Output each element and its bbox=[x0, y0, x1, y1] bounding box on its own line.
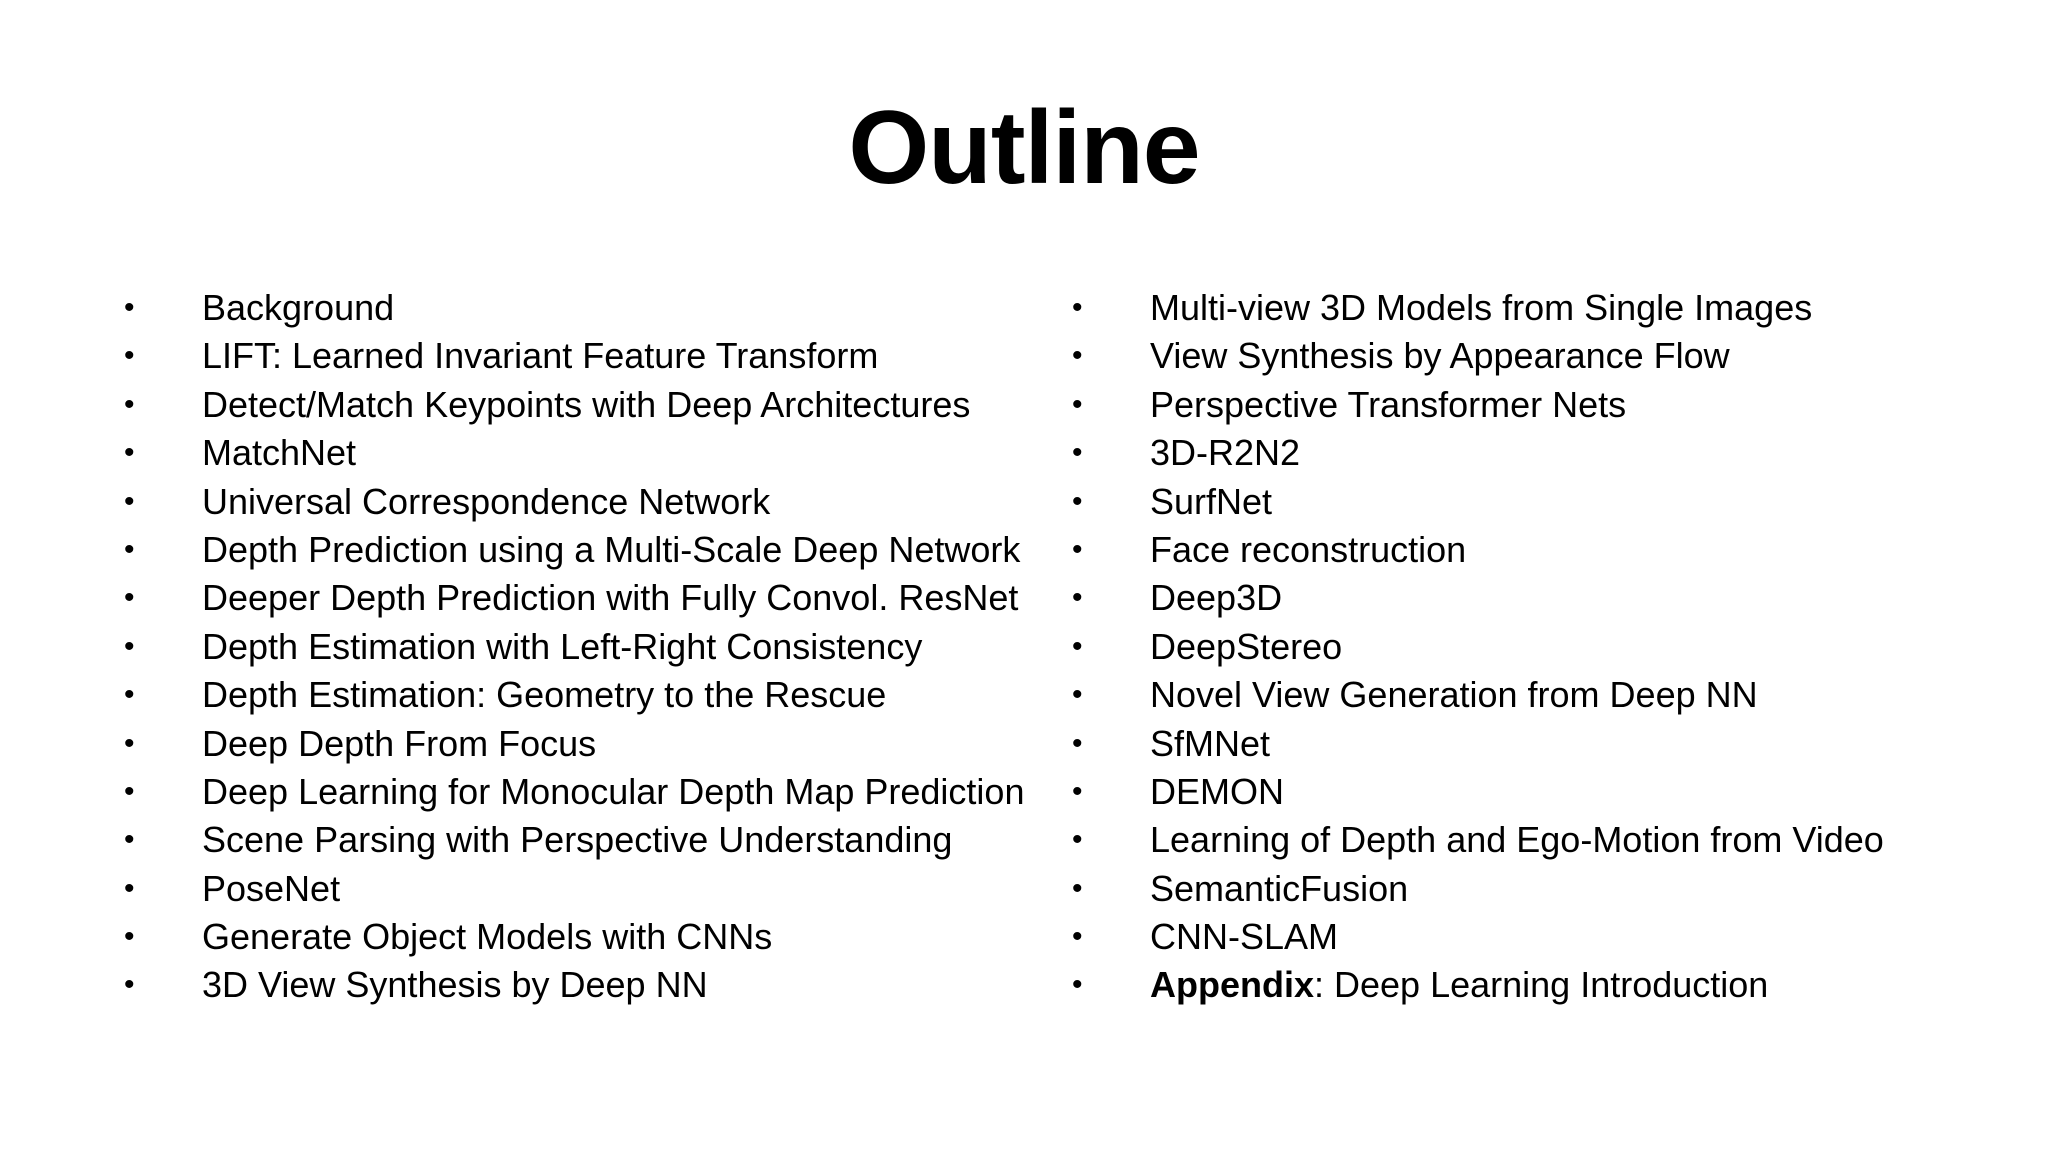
outline-item bbox=[124, 961, 1064, 1009]
outline-item-text: Perspective Transformer Nets bbox=[1150, 383, 1627, 425]
outline-item-text: Novel View Generation from Deep NN bbox=[1150, 674, 1758, 716]
bullet-icon: • bbox=[1072, 968, 1083, 1002]
bullet-icon: • bbox=[124, 920, 135, 954]
outline-item bbox=[124, 816, 1064, 864]
outline-item bbox=[1072, 526, 2022, 574]
outline-item bbox=[124, 284, 1064, 332]
bullet-icon: • bbox=[124, 774, 135, 808]
outline-item bbox=[1072, 865, 2022, 913]
outline-item-text: Depth Prediction using a Multi-Scale Deep Network bbox=[202, 528, 1021, 570]
bullet-icon: • bbox=[1072, 532, 1083, 566]
outline-item-text: Generate Object Models with CNNs bbox=[202, 916, 773, 958]
outline-item-text: Face reconstruction bbox=[1150, 528, 1467, 570]
bullet-icon: • bbox=[1072, 774, 1083, 808]
outline-item bbox=[1072, 671, 2022, 719]
outline-item-text: 3D View Synthesis by Deep NN bbox=[202, 964, 708, 1006]
outline-item-text: Deep Depth From Focus bbox=[202, 722, 597, 764]
bullet-icon: • bbox=[1072, 339, 1083, 373]
bullet-icon: • bbox=[1072, 387, 1083, 421]
outline-item-text: Deep Learning for Monocular Depth Map Prediction bbox=[202, 770, 1025, 812]
outline-item-text: LIFT: Learned Invariant Feature Transform bbox=[202, 335, 879, 377]
outline-item bbox=[124, 913, 1064, 961]
bullet-icon: • bbox=[1072, 629, 1083, 663]
outline-left-column bbox=[124, 284, 1064, 1010]
bullet-icon: • bbox=[124, 871, 135, 905]
bullet-icon: • bbox=[124, 291, 135, 324]
outline-item-text: Depth Estimation: Geometry to the Rescue bbox=[202, 674, 887, 716]
outline-item bbox=[124, 429, 1064, 477]
bullet-icon: • bbox=[1072, 436, 1083, 470]
outline-item bbox=[124, 865, 1064, 913]
outline-item bbox=[1072, 478, 2022, 526]
outline-item-text: Learning of Depth and Ego-Motion from Video bbox=[1150, 819, 1884, 861]
outline-item bbox=[1072, 816, 2022, 864]
outline-item bbox=[124, 574, 1064, 622]
outline-item bbox=[1072, 913, 2022, 961]
bullet-icon: • bbox=[124, 726, 135, 760]
outline-item-text bbox=[1150, 961, 1768, 1009]
bullet-icon: • bbox=[124, 678, 135, 712]
outline-item bbox=[1072, 284, 2022, 332]
outline-item-text: CNN-SLAM bbox=[1150, 916, 1339, 958]
appendix-description: : Deep Learning Introduction bbox=[1314, 964, 1769, 1006]
bullet-icon: • bbox=[1072, 484, 1083, 518]
outline-item bbox=[124, 623, 1064, 671]
outline-item bbox=[124, 768, 1064, 816]
outline-item-text: Multi-view 3D Models from Single Images bbox=[1150, 287, 1813, 328]
outline-item bbox=[124, 381, 1064, 429]
outline-item bbox=[1072, 720, 2022, 768]
outline-item bbox=[1072, 623, 2022, 671]
outline-item-text: Scene Parsing with Perspective Understanding bbox=[202, 819, 953, 861]
outline-item bbox=[1072, 381, 2022, 429]
outline-item bbox=[124, 671, 1064, 719]
bullet-icon: • bbox=[1072, 871, 1083, 905]
outline-item bbox=[124, 478, 1064, 526]
outline-item-text: Depth Estimation with Left-Right Consistency bbox=[202, 625, 923, 667]
bullet-icon: • bbox=[124, 387, 135, 421]
appendix-label: Appendix bbox=[1150, 964, 1315, 1006]
outline-item bbox=[1072, 429, 2022, 477]
outline-item-text: Universal Correspondence Network bbox=[202, 480, 771, 522]
bullet-icon: • bbox=[124, 436, 135, 470]
outline-right-column bbox=[1072, 284, 2022, 1010]
outline-item-text: Background bbox=[202, 287, 395, 328]
bullet-icon: • bbox=[124, 581, 135, 615]
bullet-icon: • bbox=[124, 823, 135, 857]
bullet-icon: • bbox=[124, 968, 135, 1002]
outline-item-text: MatchNet bbox=[202, 432, 357, 474]
slide-title: Outline bbox=[848, 90, 1200, 206]
outline-item-text: SfMNet bbox=[1150, 722, 1271, 764]
bullet-icon: • bbox=[1072, 581, 1083, 615]
outline-item bbox=[124, 332, 1064, 380]
outline-item-text: Deep3D bbox=[1150, 577, 1283, 619]
bullet-icon: • bbox=[124, 629, 135, 663]
outline-item bbox=[124, 720, 1064, 768]
outline-item-text: 3D-R2N2 bbox=[1150, 432, 1301, 474]
bullet-icon: • bbox=[124, 484, 135, 518]
outline-item-text: SemanticFusion bbox=[1150, 867, 1409, 909]
outline-item-text: DeepStereo bbox=[1150, 625, 1343, 667]
bullet-icon: • bbox=[124, 339, 135, 373]
bullet-icon: • bbox=[1072, 726, 1083, 760]
bullet-icon: • bbox=[1072, 823, 1083, 857]
outline-item-text: Detect/Match Keypoints with Deep Architectures bbox=[202, 383, 971, 425]
outline-item-appendix bbox=[1072, 961, 2022, 1009]
outline-item bbox=[1072, 574, 2022, 622]
outline-item bbox=[124, 526, 1064, 574]
bullet-icon: • bbox=[1072, 678, 1083, 712]
outline-item-text: PoseNet bbox=[202, 867, 341, 909]
outline-item bbox=[1072, 768, 2022, 816]
outline-item-text: DEMON bbox=[1150, 770, 1284, 812]
bullet-icon: • bbox=[124, 532, 135, 566]
outline-item-text: View Synthesis by Appearance Flow bbox=[1150, 335, 1730, 377]
outline-item-text: SurfNet bbox=[1150, 480, 1273, 522]
bullet-icon: • bbox=[1072, 291, 1083, 324]
outline-item bbox=[1072, 332, 2022, 380]
outline-item-text: Deeper Depth Prediction with Fully Convol. ResNet bbox=[202, 577, 1019, 619]
bullet-icon: • bbox=[1072, 920, 1083, 954]
